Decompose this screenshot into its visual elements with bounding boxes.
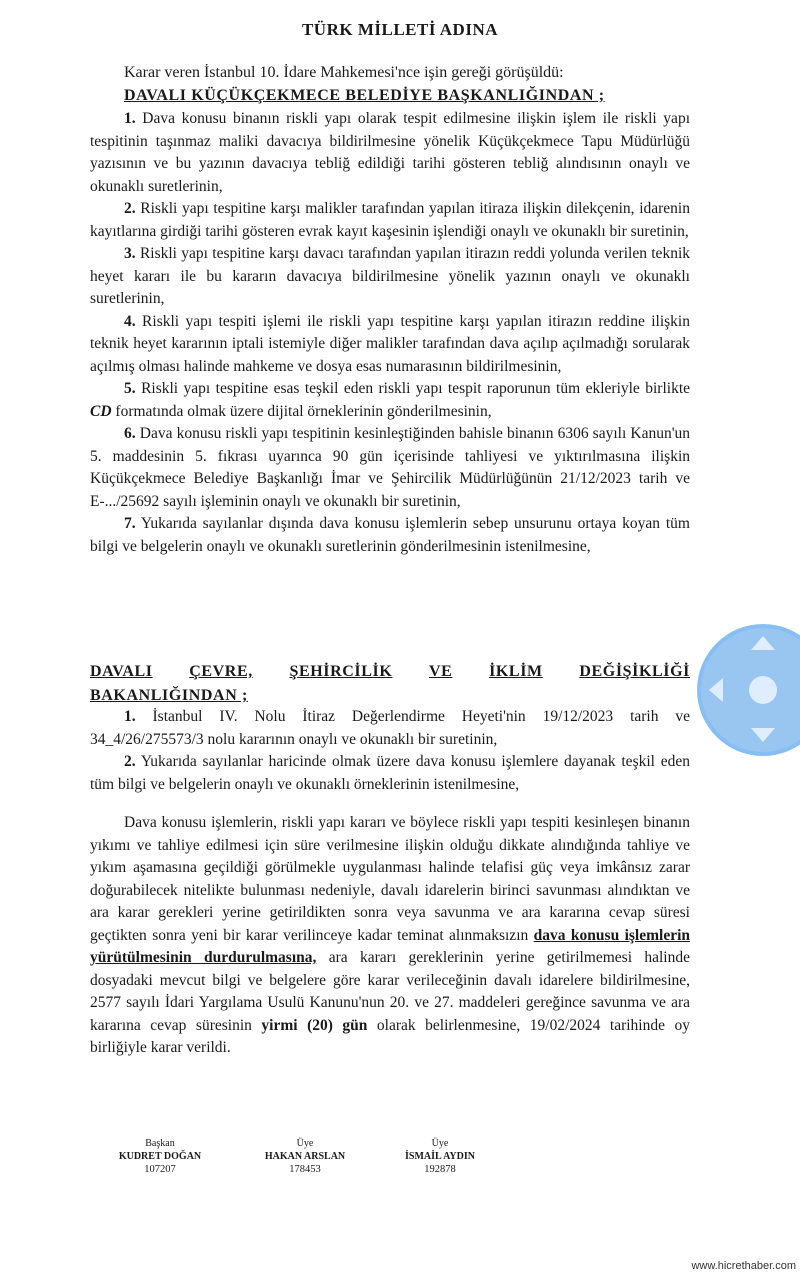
list-item: 6. Dava konusu riskli yapı tespitinin kesinleştiğinden bahisle binanın 6306 sayılı Kanun'un 5. maddesinin 5. fıkrası uyarınca 90 gün içerisinde tahliyesi ve yıktırılmasına ilişkin Küçükçekmece Belediye Başkanlığı İmar ve Şehircilik Müdürlüğünün 21/12/2023 tarih ve E-.../25692 sayılı işleminin onaylı ve okunaklı bir suretinin,	[90, 425, 690, 510]
list-item: 3. Riskli yapı tespitine karşı davacı tarafından yapılan itirazın reddi yolunda verilen teknik heyet kararı ile bu kararın davacıya bildirilmesine yönelik yazının onaylı ve okunaklı suretlerinin,	[90, 245, 690, 307]
document-title: TÜRK MİLLETİ ADINA	[301, 20, 499, 39]
arrow-down-icon[interactable]	[751, 728, 775, 742]
arrow-up-icon[interactable]	[751, 636, 775, 650]
list-item: 1. Dava konusu binanın riskli yapı olarak tespit edilmesine ilişkin işlem ile riskli yapı tespitinin taşınmaz maliki davacıya bildirilmesine yönelik Küçükçekmece Tapu Müdürlüğü yazısının ve bu yazının davacıya tebliğ edildiği tarihi gösteren tebliğ alındısının onaylı ve okunaklı suretlerinin,	[90, 110, 690, 195]
list-item: 2. Yukarıda sayılanlar haricinde olmak üzere dava konusu işlemlere dayanak teşkil eden tüm bilgi ve belgelerin onaylı ve okunaklı örneklerinin istenilmesine,	[90, 753, 690, 793]
section2-items	[90, 706, 690, 796]
section1-items	[90, 108, 690, 558]
list-item: 7. Yukarıda sayılanlar dışında dava konusu işlemlerin sebep unsurunu ortaya koyan tüm bilgi ve belgelerin onaylı ve okunaklı suretlerinin gönderilmesinin istenilmesine,	[90, 515, 690, 555]
section1-heading: DAVALI KÜÇÜKÇEKMECE BELEDİYE BAŞKANLIĞINDAN ;	[124, 87, 605, 104]
arrow-left-icon[interactable]	[709, 678, 723, 702]
list-item: 4. Riskli yapı tespiti işlemi ile riskli yapı tespitine karşı yapılan itirazın reddine ilişkin teknik heyet kararının iptali istemiyle diğer malikler tarafından dava açılıp açılmadığı sorularak açılmış olması halinde mahkeme ve dosya esas numarasının bildirilmesinin,	[90, 312, 690, 375]
signature-block: Üye HAKAN ARSLAN 178453	[264, 1138, 346, 1175]
section2-heading: DAVALI ÇEVRE, ŞEHİRCİLİK VE İKLİM DEĞİŞİKLİĞİ BAKANLIĞINDAN ;	[90, 663, 690, 704]
signature-block: Başkan KUDRET DOĞAN 107207	[118, 1138, 202, 1175]
intro-line: Karar veren İstanbul 10. İdare Mahkemesi'nce işin gereği görüşüldü:	[124, 64, 564, 81]
signature-block: Üye İSMAİL AYDIN 192878	[405, 1138, 475, 1175]
decision-paragraph: Dava konusu işlemlerin, riskli yapı kararı ve böylece riskli yapı tespiti kesinleşen binanın yıkımı ve tahliye edilmesi için süre verilmesine ilişkin olduğu dikkate alındığında tahliye ve yıkım aşamasına geçildiği görülmekle uygulanması halinde telafisi güç veya imkânsız zarar doğurabilecek nitelikte bulunması nedeniyle, davalı idarelerin birinci savunması alındıktan ve ara karar gerekleri yerine getirildikten sonra veya savunma ve ara kararına cevap süresi geçtikten sonra yeni bir karar verilinceye kadar teminat alınmaksızın dava konusu işlemlerin yürütülmesinin durdurulmasına, ara kararı gereklerinin yerine getirilmemesi halinde dosyadaki mevcut bilgi ve belgelere göre karar verileceğinin davalı idarelere bildirilmesine, 2577 sayılı İdari Yargılama Usulü Kanunu'nun 20. ve 27. maddeleri gereğince savunma ve ara kararına cevap süresinin yirmi (20) gün olarak belirlenmesine, 19/02/2024 tarihinde oy birliğiyle karar verildi.	[90, 814, 691, 1056]
list-item: 1. İstanbul IV. Nolu İtiraz Değerlendirme Heyeti'nin 19/12/2023 tarih ve 34_4/26/275573/3 nolu kararının onaylı ve okunaklı bir suretinin,	[90, 708, 690, 748]
list-item: 5. Riskli yapı tespitine esas teşkil eden riskli yapı tespit raporunun tüm ekleriyle birlikte CD formatında olmak üzere dijital örneklerinin gönderilmesinin,	[90, 380, 691, 420]
watermark: www.hicrethaber.com	[691, 1260, 796, 1272]
list-item: 2. Riskli yapı tespitine karşı malikler tarafından yapılan itiraza ilişkin dilekçenin, idarenin kayıtlarına girdiği tarihi gösteren evrak kayıt kaşesinin işlendiği onaylı ve okunaklı bir suretinin,	[90, 200, 690, 240]
navigation-joystick[interactable]	[697, 624, 800, 756]
joystick-center-icon[interactable]	[749, 676, 777, 704]
